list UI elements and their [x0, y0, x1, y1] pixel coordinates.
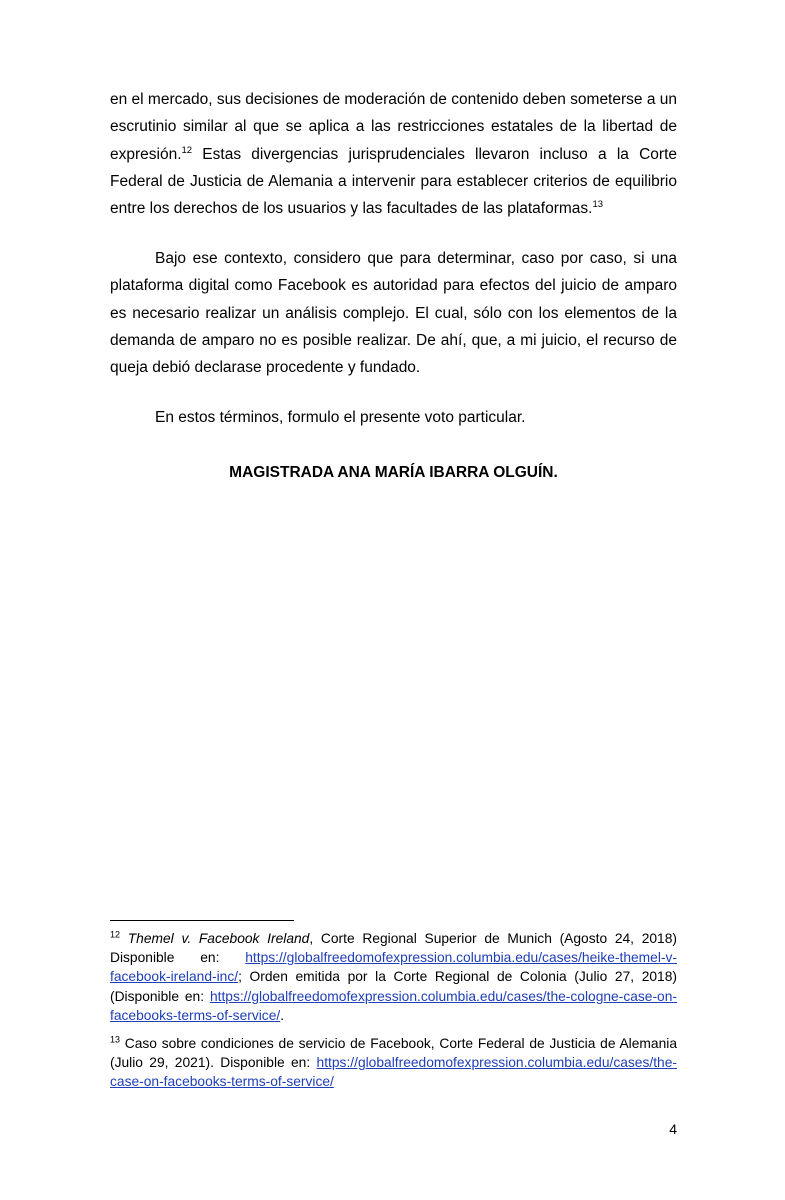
footnote-12-link-1[interactable]: https://globalfreedomofexpression.columbia.edu/cases/heike-themel-v-facebook-ireland-inc/ [110, 950, 677, 985]
footnote-12-case-title: Themel v. Facebook Ireland [127, 931, 310, 946]
footnote-12-text-c: . [280, 1007, 285, 1023]
footnote-separator [110, 920, 294, 921]
paragraph-1 [110, 86, 677, 222]
footnote-12-number: 12 [110, 929, 121, 940]
footnote-13-text-a: Caso sobre condiciones de servicio de Facebook, Corte Federal de Justicia de Alemania (Julio 29, 2021). Disponible en: [110, 1036, 677, 1071]
footnote-12-link-2[interactable]: https://globalfreedomofexpression.columbia.edu/cases/the-cologne-case-on-facebooks-terms-of-service/ [110, 988, 677, 1023]
page-number: 4 [669, 1121, 677, 1137]
footnote-12 [110, 929, 677, 1025]
footnote-12-text-b: ; Orden emitida por la Corte Regional de Colonia (Julio 27, 2018) (Disponible en: [110, 969, 677, 1004]
paragraph-2: Bajo ese contexto, considero que para determinar, caso por caso, si una plataforma digital como Facebook es autoridad para efectos del juicio de amparo es necesario realizar un análisis complejo. El cual, sólo con los elementos de la demanda de amparo no es posible realizar. De ahí, que, a mi juicio, el recurso de queja debió declarase procedente y fundado. [110, 250, 677, 377]
paragraph-1-text-b: Estas divergencias jurisprudenciales llevaron incluso a la Corte Federal de Justicia de Alemania a intervenir para establecer criterios de equilibrio entre los derechos de los usuarios y las facultades de las plataformas. [110, 145, 677, 218]
footnote-12-text-a: , Corte Regional Superior de Munich (Agosto 24, 2018) Disponible en: [110, 931, 677, 966]
footnote-13-number: 13 [110, 1034, 121, 1045]
footnote-ref-12[interactable]: 12 [181, 144, 193, 156]
footnote-13 [110, 1034, 677, 1092]
footnote-ref-13[interactable]: 13 [592, 199, 604, 211]
paragraph-3: En estos términos, formulo el presente voto particular. [155, 409, 526, 426]
paragraph-1-text-a: en el mercado, sus decisiones de moderación de contenido deben someterse a un escrutinio similar al que se aplica a las restricciones estatales de la libertad de expresión. [110, 91, 677, 163]
footnote-13-link-1[interactable]: https://globalfreedomofexpression.columbia.edu/cases/the-case-on-facebooks-terms-of-service/ [110, 1055, 677, 1090]
signature-line: MAGISTRADA ANA MARÍA IBARRA OLGUÍN. [229, 464, 558, 481]
